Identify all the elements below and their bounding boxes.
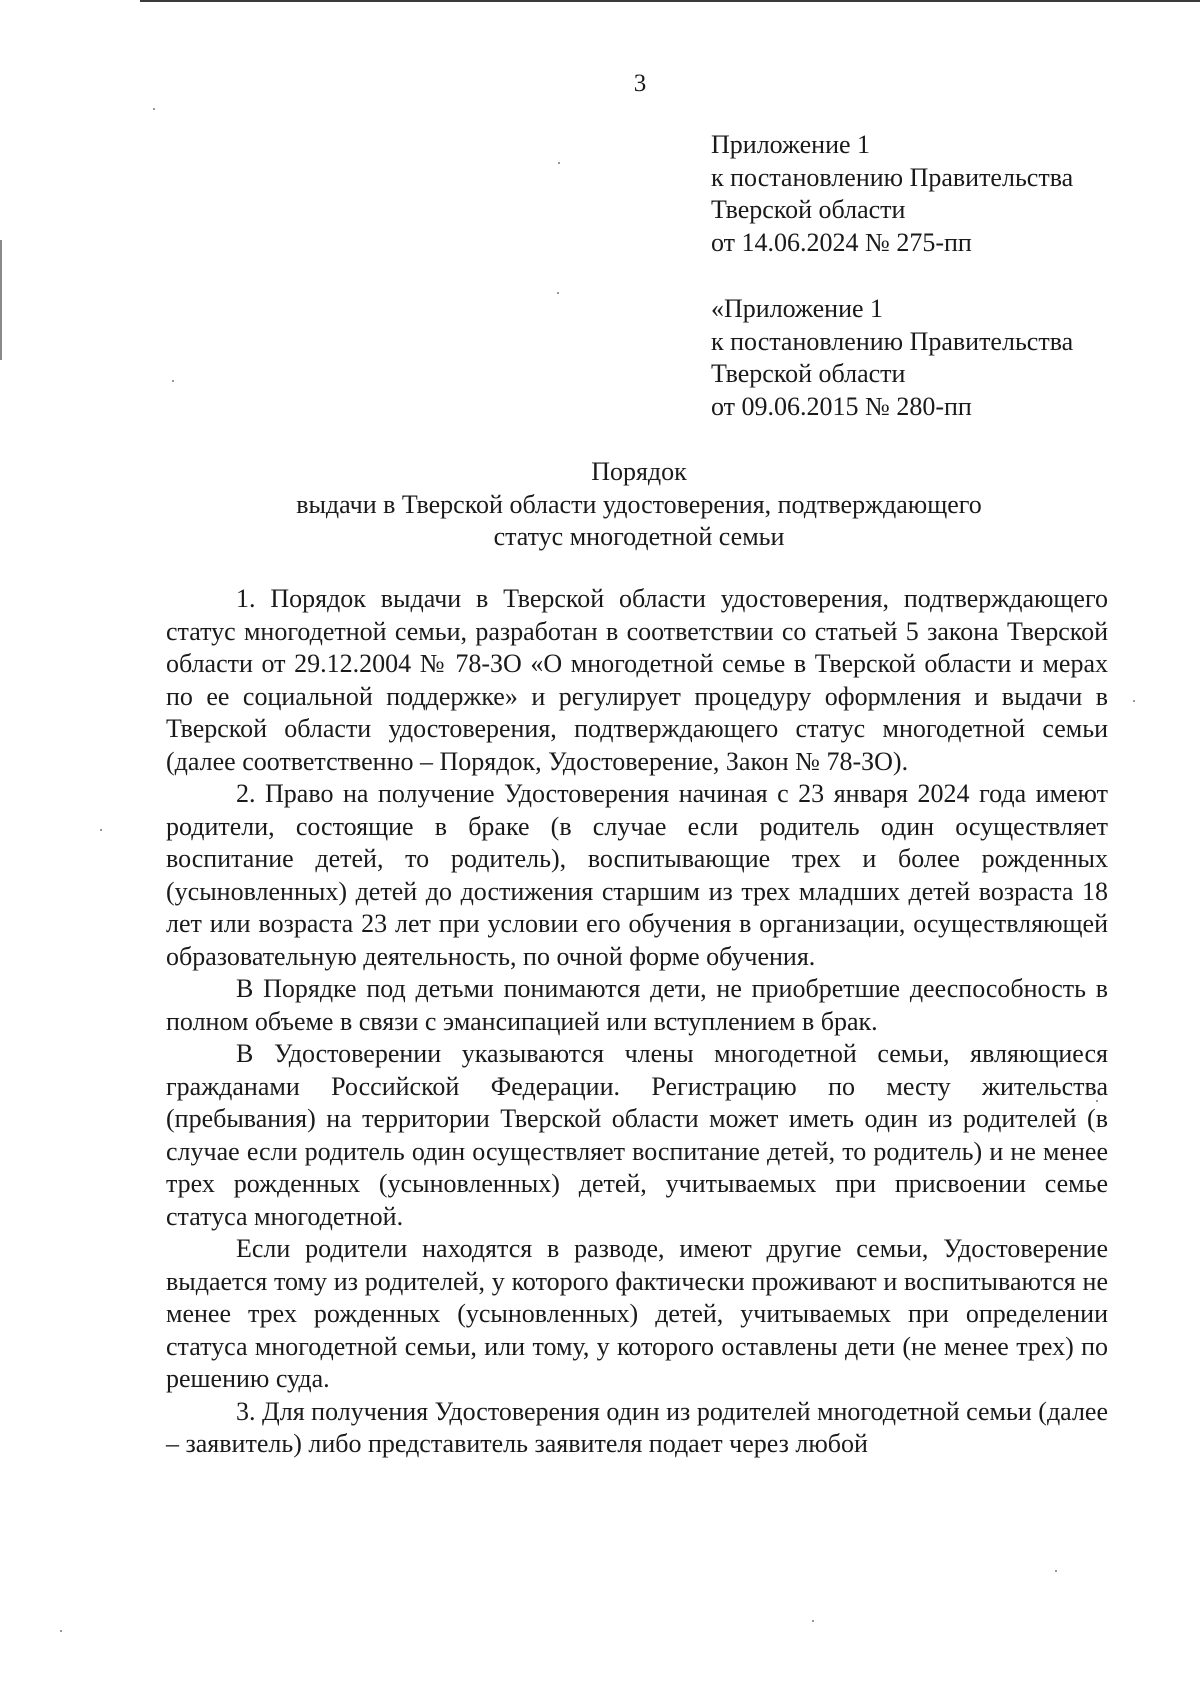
title-line: выдачи в Тверской области удостоверения, подтверждающего [296,489,982,519]
appendix-line: от 14.06.2024 № 275-пп [711,227,972,257]
scan-speck [100,829,102,831]
scan-speck [812,1620,814,1622]
scan-speck [557,292,559,294]
title-line: Порядок [591,457,687,486]
scan-speck [60,1630,62,1632]
scan-speck [558,162,560,164]
appendix-line: Тверской области [711,195,906,224]
scan-speck [153,108,155,110]
title-line: статус многодетной семьи [493,522,785,551]
appendix-line: «Приложение 1 [711,294,884,323]
scan-speck [1055,1570,1057,1572]
appendix-line: от 09.06.2015 № 280-пп [711,391,972,421]
appendix-header-current [711,129,1131,259]
paragraph: 3. Для получения Удостоверения один из родителей многодетной семьи (далее – заявитель) либо представитель заявителя подает через любой [166,1396,1108,1458]
paragraph: 2. Право на получение Удостоверения начиная с 23 января 2024 года имеют родители, состоящие в браке (в случае если родитель один осуществляет воспитание детей, то родитель), воспитывающие трех и более рожденных (усыновленных) детей до достижения старшим из трех младших детей возраста 18 лет или возраста 23 лет при условии его обучения в организации, осуществляющей образовательную деятельность, по очной форме обучения. [166,779,1108,971]
scan-speck [1133,700,1135,702]
appendix-line: Тверской области [711,359,906,388]
paragraph: 1. Порядок выдачи в Тверской области удостоверения, подтверждающего статус многодетной семьи, разработан в соответствии со статьей 5 закона Тверской области от 29.12.2004 № 78-ЗО «О многодетной семье в Тверской области и мерах по ее социальной поддержке» и регулирует процедуру оформления и выдачи в Тверской области удостоверения, подтверждающего статус многодетной семьи (далее соответственно – Порядок, Удостоверение, Закон № 78-ЗО). [166,584,1108,776]
document-body [166,583,1108,1461]
scan-speck [172,380,174,382]
document-title [160,456,1118,554]
scan-top-edge [140,0,1200,2]
paragraph: В Удостоверении указываются члены многодетной семьи, являющиеся гражданами Российской Федерации. Регистрацию по месту жительства (пребывания) на территории Тверской области может иметь один из родителей (в случае если родитель один осуществляет воспитание детей, то родитель) и не менее трех рожденных (усыновленных) детей, учитываемых при присвоении семье статуса многодетной. [166,1039,1108,1231]
paragraph: Если родители находятся в разводе, имеют другие семьи, Удостоверение выдается тому из родителей, у которого фактически проживают и воспитываются не менее трех рожденных (усыновленных) детей, учитываемых при определении статуса многодетной семьи, или тому, у которого оставлены дети (не менее трех) по решению суда. [166,1234,1108,1393]
page-number: 3 [633,70,647,97]
paragraph: В Порядке под детьми понимаются дети, не приобретшие дееспособность в полном объеме в связи с эмансипацией или вступлением в брак. [166,974,1108,1036]
scan-left-edge [0,240,2,360]
appendix-header-original [711,293,1131,423]
appendix-line: Приложение 1 [711,130,871,159]
appendix-line: к постановлению Правительства [711,326,1074,356]
appendix-line: к постановлению Правительства [711,162,1074,192]
scan-speck [1096,1100,1098,1102]
